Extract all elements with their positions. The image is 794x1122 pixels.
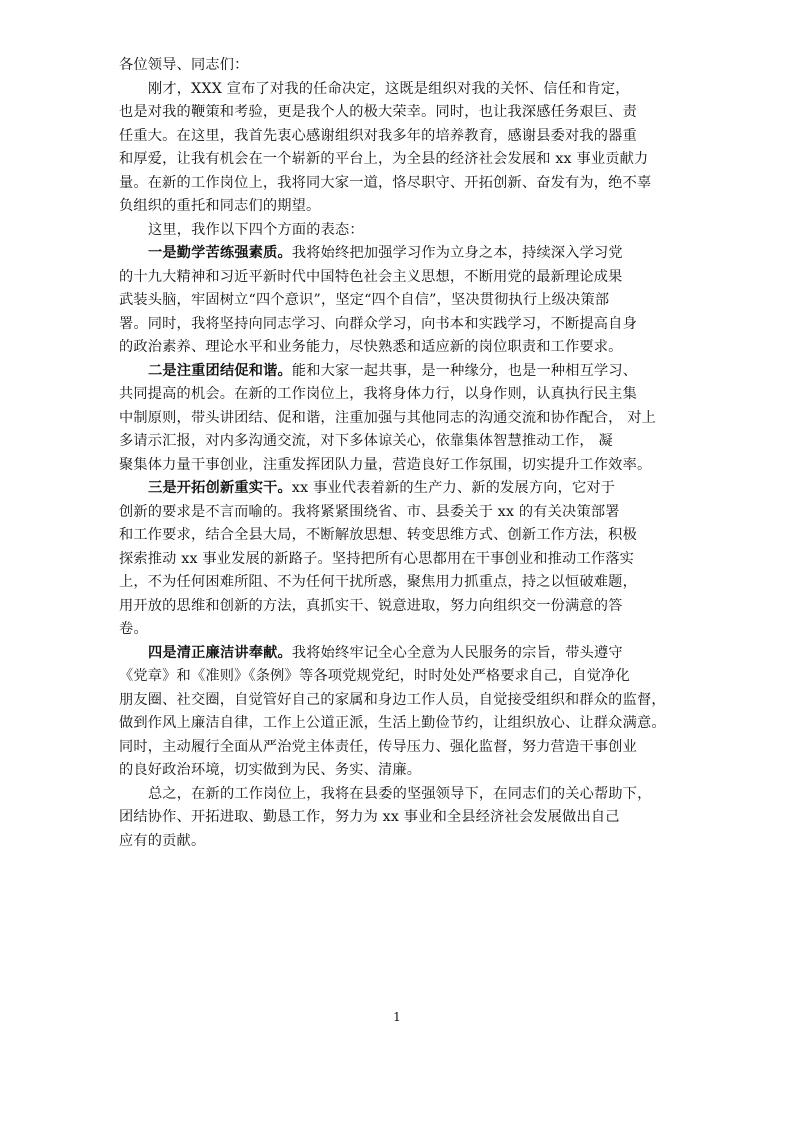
line-text: xx 事业代表着新的生产力、新的发展方向，它对于: [291, 480, 616, 496]
line-text: 我将始终牢记全心全意为人民服务的宗旨，带头遵守: [291, 644, 623, 661]
line-text: 我将始终把加强学习作为立身之本，持续深入学习党: [291, 245, 623, 261]
text-line: [119, 101, 691, 125]
text-line: [119, 336, 691, 360]
line-text: 多请示汇报，对内多沟通交流，对下多体谅关心，依靠集体智慧推动工作， 凝: [119, 433, 613, 449]
text-line: [119, 806, 691, 830]
section-heading: 一是勤学苦练强素质。: [148, 245, 292, 261]
line-text: 上，不为任何困难所阻、不为任何干扰所惑，聚焦用力抓重点，持之以恒破难题，: [119, 574, 637, 590]
line-text: 聚集体力量干事创业，注重发挥团队力量，营造良好工作氛围，切实提升工作效率。: [119, 456, 652, 473]
text-line: [119, 783, 691, 807]
line-text: 也是对我的鞭策和考验，更是我个人的极大荣幸。同时，也让我深感任务艰巨、责: [119, 104, 637, 120]
line-text: 的十九大精神和习近平新时代中国特色社会主义思想，不断用党的最新理论成果: [119, 268, 623, 285]
text-line: [119, 477, 691, 501]
text-line: [119, 759, 691, 783]
text-line: [119, 524, 691, 548]
text-line: [119, 78, 691, 102]
line-text: 武装头脑，牢固树立“四个意识”，坚定“四个自信”，坚决贯彻执行上级决策部: [119, 292, 610, 308]
line-text: 总之，在新的工作岗位上，我将在县委的坚强领导下，在同志们的关心帮助下，: [148, 785, 652, 802]
line-text: 各位领导、同志们：: [119, 57, 249, 73]
text-line: [119, 736, 691, 760]
text-line: [119, 618, 691, 642]
line-text: 创新的要求是不言而喻的。我将紧紧围绕省、市、县委关于 xx 的有关决策部署: [119, 503, 620, 520]
line-text: 卷。: [119, 621, 148, 637]
text-line: [119, 501, 691, 525]
line-text: 这里，我作以下四个方面的表态：: [148, 221, 364, 238]
line-text: 能和大家一起共事，是一种缘分，也是一种相互学习、: [291, 362, 638, 379]
line-text: 中制原则，带头讲团结、促和谐，注重加强与其他同志的沟通交流和协作配合， 对上: [119, 409, 657, 426]
text-line: [119, 665, 691, 689]
text-line: [119, 266, 691, 290]
line-text: 团结协作、开拓进取、勤恳工作，努力为 xx 事业和全县经济社会发展做出自己: [119, 809, 620, 825]
text-line: [119, 642, 691, 666]
line-text: 做到作风上廉洁自律，工作上公道正派，生活上勤俭节约，让组织放心、让群众满意。: [119, 715, 666, 731]
section-heading: 四是清正廉洁讲奉献。: [148, 644, 292, 661]
line-text: 和工作要求，结合全县大局，不断解放思想、转变思维方式、创新工作方法，积极: [119, 527, 637, 543]
section-heading: 三是开拓创新重实干。: [148, 480, 292, 496]
text-line: [119, 571, 691, 595]
line-text: 和厚爱，让我有机会在一个崭新的平台上，为全县的经济社会发展和 xx 事业贡献力: [119, 151, 649, 167]
line-text: 署。同时，我将坚持向同志学习、向群众学习，向书本和实践学习，不断提高自身: [119, 315, 637, 332]
line-text: 应有的贡献。: [119, 832, 206, 849]
text-line: [119, 548, 691, 572]
text-line: [119, 830, 691, 854]
text-line: [119, 454, 691, 478]
line-text: 朋友圈、社交圈，自觉管好自己的家属和身边工作人员，自觉接受组织和群众的监督，: [119, 691, 666, 708]
text-line: [119, 148, 691, 172]
line-text: 负组织的重托和同志们的期望。: [119, 198, 321, 214]
text-line: [119, 383, 691, 407]
text-line: [119, 407, 691, 431]
line-text: 量。在新的工作岗位上，我将同大家一道，恪尽职守、开拓创新、奋发有为，绝不辜: [119, 174, 652, 191]
line-text: 探索推动 xx 事业发展的新路子。坚持把所有心思都用在干事创业和推动工作落实: [119, 550, 634, 567]
text-line: [119, 195, 691, 219]
line-text: 共同提高的机会。在新的工作岗位上，我将身体力行，以身作则，认真执行民主集: [119, 386, 637, 402]
line-text: 任重大。在这里，我首先衷心感谢组织对我多年的培养教育，感谢县委对我的器重: [119, 127, 637, 144]
text-line: [119, 595, 691, 619]
text-line: [119, 242, 691, 266]
line-text: 的良好政治环境，切实做到为民、务实、清廉。: [119, 762, 422, 778]
line-text: 的政治素养、理论水平和业务能力，尽快熟悉和适应新的岗位职责和工作要求。: [119, 339, 623, 355]
document-body: [119, 54, 691, 853]
line-text: 用开放的思维和创新的方法，真抓实干、锐意进取，努力向组织交一份满意的答: [119, 597, 623, 614]
text-line: [119, 313, 691, 337]
line-text: 《党章》和《准则》《条例》等各项党规党纪，时时处处严格要求自己，自觉净化: [119, 668, 630, 684]
text-line: [119, 54, 691, 78]
text-line: [119, 219, 691, 243]
text-line: [119, 125, 691, 149]
line-text: 刚才，XXX 宣布了对我的任命决定，这既是组织对我的关怀、信任和肯定，: [148, 80, 630, 97]
text-line: [119, 689, 691, 713]
text-line: [119, 289, 691, 313]
text-line: [119, 360, 691, 384]
text-line: [119, 172, 691, 196]
line-text: 同时，主动履行全面从严治党主体责任，传导压力、强化监督，努力营造干事创业: [119, 738, 637, 755]
text-line: [119, 712, 691, 736]
text-line: [119, 430, 691, 454]
section-heading: 二是注重团结促和谐。: [148, 362, 292, 379]
page-number: 1: [393, 1010, 401, 1024]
